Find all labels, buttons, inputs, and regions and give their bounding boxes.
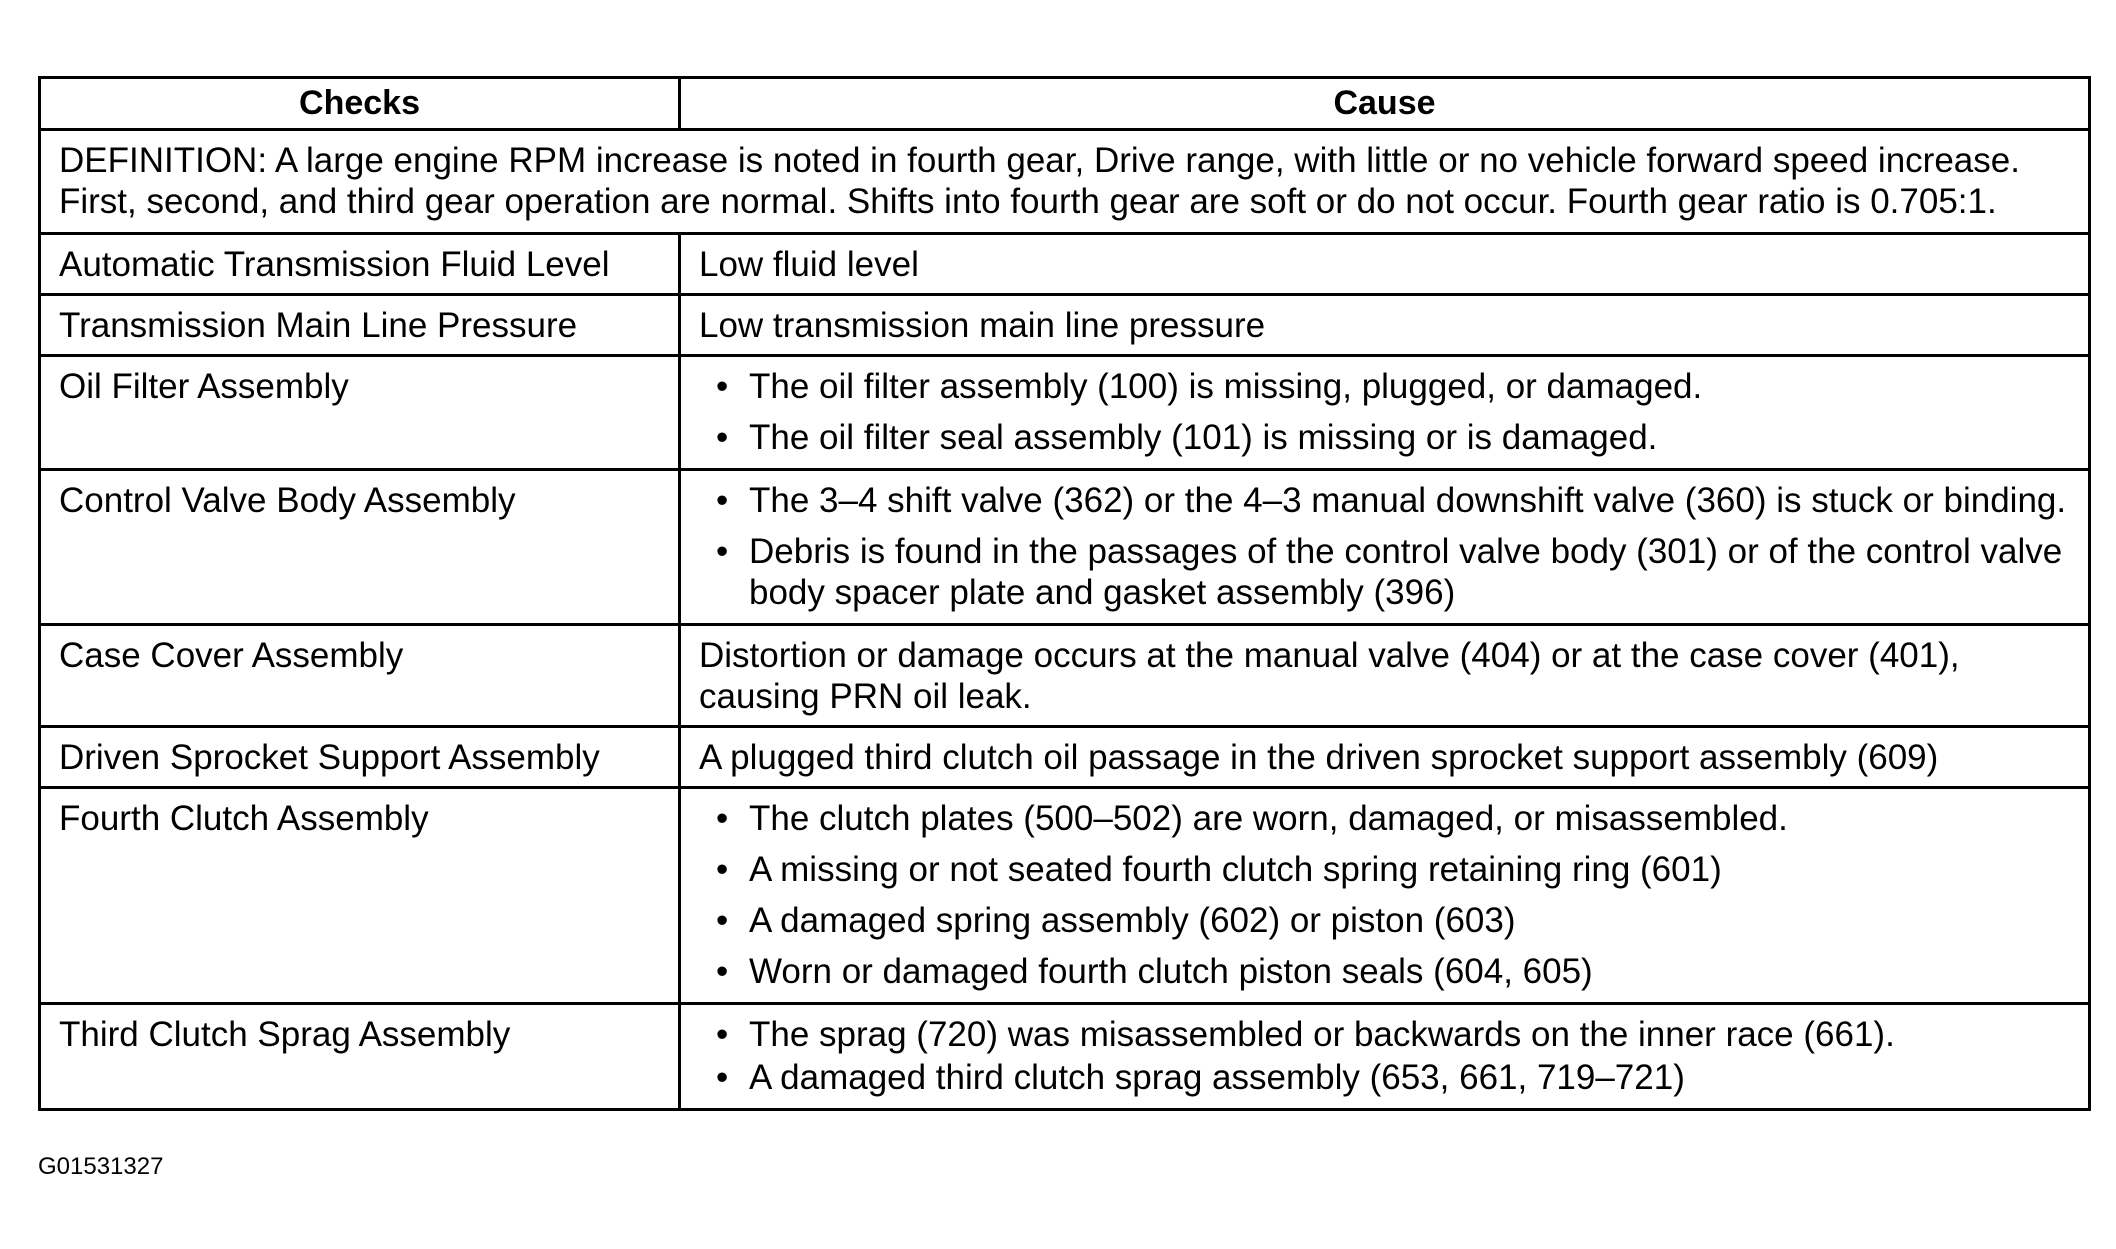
check-cell: Transmission Main Line Pressure: [40, 295, 680, 356]
bullet-icon: •: [716, 799, 729, 838]
list-item: [716, 417, 2070, 458]
bullet-text: The clutch plates (500–502) are worn, damaged, or misassembled.: [749, 799, 1788, 838]
list-item: [716, 951, 2070, 992]
check-cell: Driven Sprocket Support Assembly: [40, 727, 680, 788]
cause-cell: Low transmission main line pressure: [680, 295, 2090, 356]
check-cell: Oil Filter Assembly: [40, 356, 680, 470]
header-row: [40, 78, 2090, 130]
definition-row: [40, 130, 2090, 234]
cause-cell: [680, 788, 2090, 1004]
table-row: [40, 234, 2090, 295]
cause-bullet-list: [699, 366, 2070, 458]
bullet-text: The 3–4 shift valve (362) or the 4–3 manual downshift valve (360) is stuck or binding.: [749, 481, 2067, 520]
check-cell: Automatic Transmission Fluid Level: [40, 234, 680, 295]
bullet-text: Worn or damaged fourth clutch piston seals (604, 605): [749, 952, 1593, 991]
list-item: [716, 798, 2070, 839]
list-item: [716, 480, 2070, 521]
diagnostic-document: [38, 76, 2088, 1111]
bullet-icon: •: [716, 532, 729, 571]
list-item: [716, 1057, 2070, 1098]
cause-cell: Low fluid level: [680, 234, 2090, 295]
cause-cell: [680, 1004, 2090, 1110]
cause-cell: [680, 356, 2090, 470]
cause-cell: [680, 470, 2090, 625]
table-row: [40, 625, 2090, 727]
bullet-icon: •: [716, 418, 729, 457]
figure-id: G01531327: [38, 1153, 164, 1180]
cause-cell: Distortion or damage occurs at the manual valve (404) or at the case cover (401), causing PRN oil leak.: [680, 625, 2090, 727]
bullet-text: Debris is found in the passages of the control valve body (301) or of the control valve body spacer plate and gasket assembly (396): [749, 532, 2063, 612]
table-row: [40, 788, 2090, 1004]
cause-bullet-list: [699, 480, 2070, 613]
bullet-text: The oil filter seal assembly (101) is missing or is damaged.: [749, 418, 1658, 457]
check-cell: Third Clutch Sprag Assembly: [40, 1004, 680, 1110]
check-cell: Control Valve Body Assembly: [40, 470, 680, 625]
cause-header: Cause: [680, 78, 2090, 130]
list-item: [716, 366, 2070, 407]
bullet-icon: •: [716, 1015, 729, 1054]
list-item: [716, 849, 2070, 890]
checks-header: Checks: [40, 78, 680, 130]
definition-text: DEFINITION: A large engine RPM increase is noted in fourth gear, Drive range, with little or no vehicle forward speed increase. First, second, and third gear operation are normal. Shifts into fourth gear are soft or do not occur. Fourth gear ratio is 0.705:1.: [40, 130, 2090, 234]
cause-bullet-list: [699, 1014, 2070, 1098]
cause-cell: A plugged third clutch oil passage in the driven sprocket support assembly (609): [680, 727, 2090, 788]
table-row: [40, 470, 2090, 625]
table-row: [40, 1004, 2090, 1110]
check-cell: Fourth Clutch Assembly: [40, 788, 680, 1004]
bullet-icon: •: [716, 952, 729, 991]
bullet-icon: •: [716, 367, 729, 406]
table-row: [40, 356, 2090, 470]
bullet-text: A damaged third clutch sprag assembly (653, 661, 719–721): [749, 1058, 1685, 1097]
bullet-text: The oil filter assembly (100) is missing, plugged, or damaged.: [749, 367, 1703, 406]
diagnostic-table: [38, 76, 2091, 1111]
bullet-icon: •: [716, 1058, 729, 1097]
table-row: [40, 295, 2090, 356]
bullet-icon: •: [716, 901, 729, 940]
cause-bullet-list: [699, 798, 2070, 992]
bullet-icon: •: [716, 850, 729, 889]
bullet-text: A damaged spring assembly (602) or piston (603): [749, 901, 1516, 940]
bullet-text: The sprag (720) was misassembled or backwards on the inner race (661).: [749, 1015, 1895, 1054]
check-cell: Case Cover Assembly: [40, 625, 680, 727]
bullet-text: A missing or not seated fourth clutch spring retaining ring (601): [749, 850, 1722, 889]
list-item: [716, 900, 2070, 941]
list-item: [716, 531, 2070, 613]
list-item: [716, 1014, 2070, 1055]
table-row: [40, 727, 2090, 788]
bullet-icon: •: [716, 481, 729, 520]
